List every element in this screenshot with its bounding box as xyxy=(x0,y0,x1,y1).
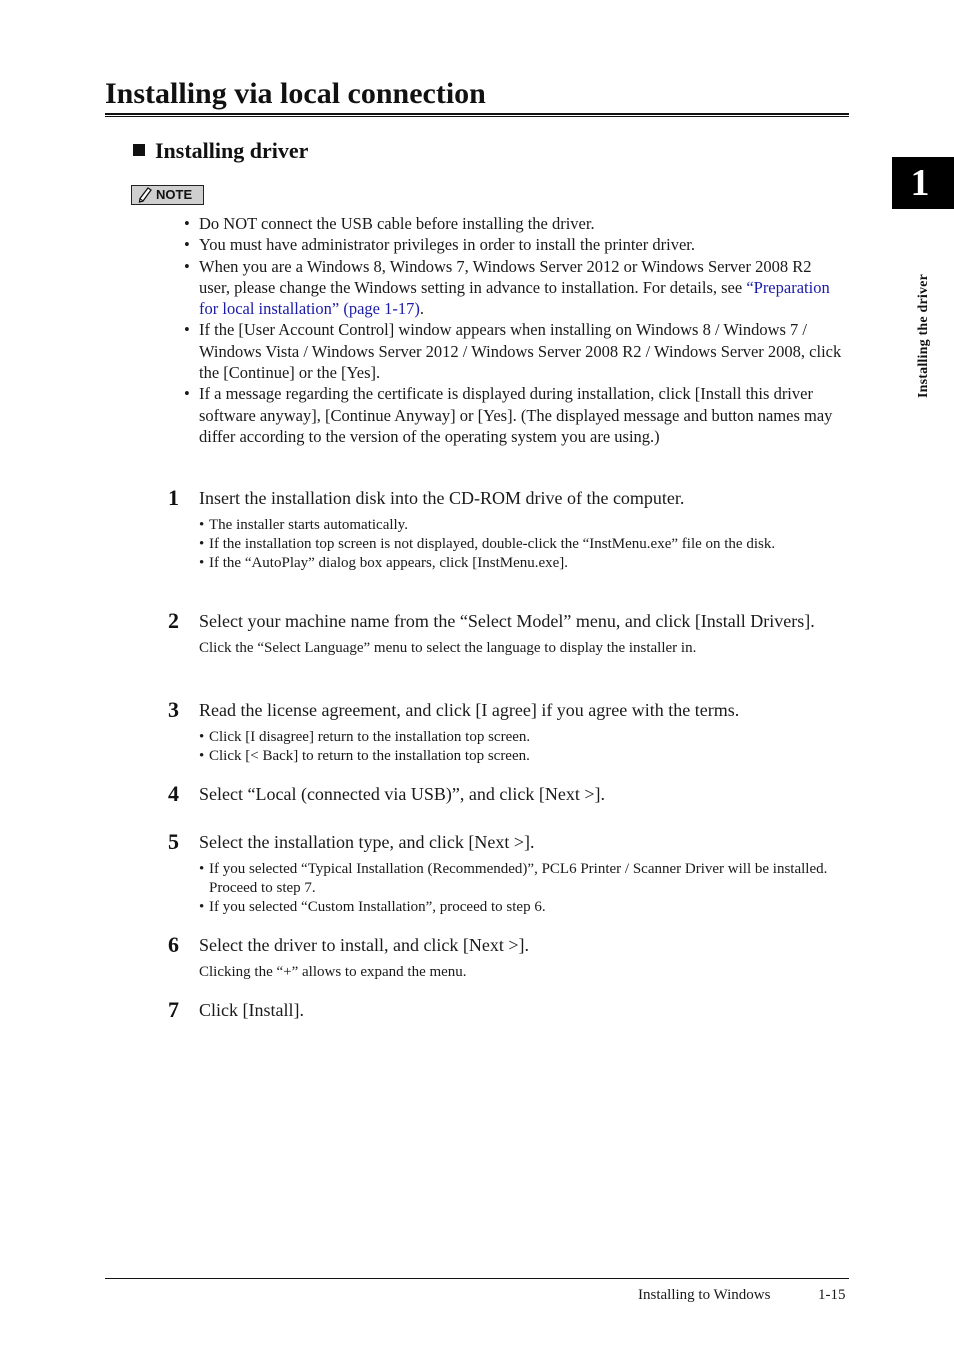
note-item: • When you are a Windows 8, Windows 7, Windows Server 2012 or Windows Server 2008 R2 user, please change the Windows setting in advance to installation. For details, see “Preparation for local installation” (page 1-17). xyxy=(184,256,844,320)
note-label: NOTE xyxy=(156,187,193,202)
step-bullet: • Click [< Back] to return to the installation top screen. xyxy=(199,747,848,766)
step-bullet: • Click [I disagree] return to the installation top screen. xyxy=(199,728,848,747)
step-bullets xyxy=(199,728,848,766)
page-title: Installing via local connection xyxy=(105,77,486,110)
step-bullet: • If you selected “Custom Installation”, proceed to step 6. xyxy=(199,898,848,917)
step-4 xyxy=(168,782,848,806)
step-text: Select your machine name from the “Select Model” menu, and click [Install Drivers]. xyxy=(199,611,815,631)
step-5 xyxy=(168,830,848,918)
step-text: Read the license agreement, and click [I agree] if you agree with the terms. xyxy=(199,700,740,720)
section-heading xyxy=(133,136,308,166)
step-note: Click the “Select Language” menu to select the language to display the installer in. xyxy=(199,640,697,656)
preparation-link[interactable]: “Preparation for local installation” (page 1-17) xyxy=(199,277,830,319)
step-6 xyxy=(168,933,848,982)
step-number: 6 xyxy=(168,932,179,957)
step-bullet: • The installer starts automatically. xyxy=(199,516,848,535)
square-bullet-icon xyxy=(133,144,145,156)
step-text: Select the installation type, and click [Next >]. xyxy=(199,832,535,852)
step-bullets xyxy=(199,860,848,918)
step-note: Clicking the “+” allows to expand the menu. xyxy=(199,964,467,980)
step-number: 1 xyxy=(168,485,179,510)
side-chapter-label: Installing the driver xyxy=(916,274,931,398)
note-item: • If a message regarding the certificate is displayed during installation, click [Install this driver software anyway], [Continue Anyway] or [Yes]. (The displayed message and button names may differ according to the version of the operating system you are using.) xyxy=(184,383,844,447)
note-item: • You must have administrator privileges in order to install the printer driver. xyxy=(184,234,844,255)
step-bullet: • If the “AutoPlay” dialog box appears, click [InstMenu.exe]. xyxy=(199,554,848,573)
step-bullets xyxy=(199,516,848,574)
pencil-icon xyxy=(138,187,152,203)
step-1 xyxy=(168,486,848,574)
step-number: 2 xyxy=(168,608,179,633)
step-number: 5 xyxy=(168,829,179,854)
note-item: • If the [User Account Control] window appears when installing on Windows 8 / Windows 7 / Windows Vista / Windows Server 2012 / Windows Server 2008 R2 / Windows Server 2008, click the [Continue] or the [Yes]. xyxy=(184,319,844,383)
footer-page-number: 1-15 xyxy=(818,1287,846,1303)
step-bullet: • If the installation top screen is not displayed, double-click the “InstMenu.exe” file on the disk. xyxy=(199,535,848,554)
step-number: 4 xyxy=(168,781,179,806)
step-text: Click [Install]. xyxy=(199,1000,304,1020)
note-item: • Do NOT connect the USB cable before installing the driver. xyxy=(184,213,844,234)
footer-section-title: Installing to Windows xyxy=(638,1287,771,1303)
step-text: Select the driver to install, and click [Next >]. xyxy=(199,935,530,955)
step-7 xyxy=(168,998,848,1022)
step-3 xyxy=(168,698,848,766)
section-heading-label: Installing driver xyxy=(155,138,309,163)
step-number: 7 xyxy=(168,997,179,1022)
step-text: Insert the installation disk into the CD-ROM drive of the computer. xyxy=(199,488,685,508)
note-list xyxy=(184,213,844,447)
note-badge xyxy=(131,185,204,205)
step-number: 3 xyxy=(168,697,179,722)
footer-rule xyxy=(105,1278,849,1279)
step-bullet: • If you selected “Typical Installation (Recommended)”, PCL6 Printer / Scanner Driver will be installed. Proceed to step 7. xyxy=(199,860,848,898)
chapter-tab: 1 xyxy=(892,157,954,209)
title-rule xyxy=(105,113,849,117)
step-text: Select “Local (connected via USB)”, and click [Next >]. xyxy=(199,784,605,804)
step-2 xyxy=(168,609,848,658)
